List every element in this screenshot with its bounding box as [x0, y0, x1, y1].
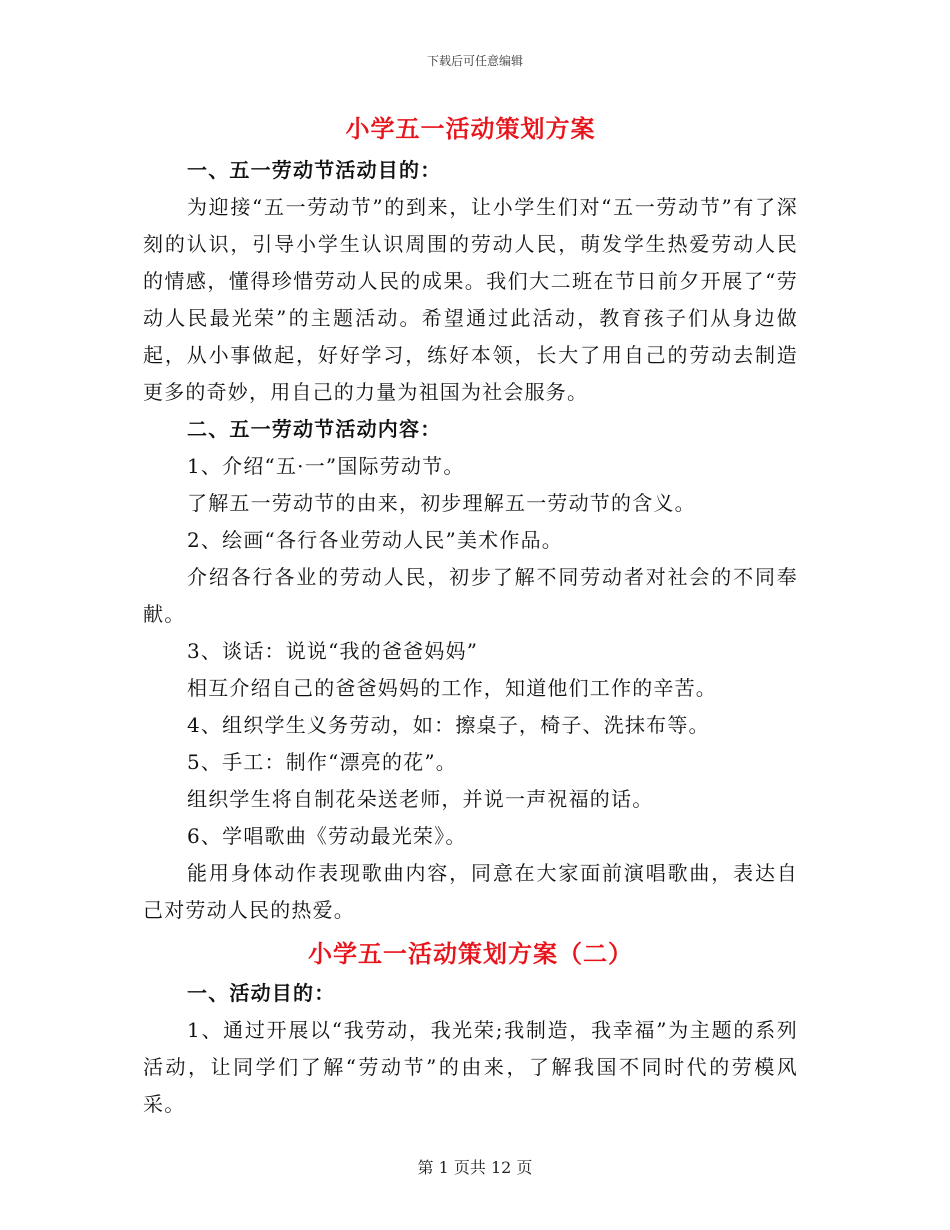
page-number: 第 1 页共 12 页 [417, 1158, 533, 1177]
list-item-desc: 相互介绍自己的爸爸妈妈的工作，知道他们工作的辛苦。 [187, 676, 717, 700]
list-item-desc: 组织学生将自制花朵送老师，并说一声祝福的话。 [187, 787, 654, 811]
document-subtitle: 小学五一活动策划方案（二） [308, 939, 633, 968]
document-body [143, 108, 798, 1123]
document-title: 小学五一活动策划方案 [345, 114, 596, 143]
list-item-title: 3、谈话：说说“我的爸爸妈妈” [187, 639, 479, 663]
section-heading-purpose-2: 一、活动目的： [187, 981, 336, 1005]
section-heading-purpose: 一、五一劳动节活动目的： [187, 158, 442, 182]
list-item-title: 1、介绍“五·一”国际劳动节。 [187, 454, 465, 478]
section-heading-content: 二、五一劳动节活动内容： [187, 417, 442, 441]
list-item-desc: 介绍各行各业的劳动人民，初步了解不同劳动者对社会的不同奉献。 [143, 565, 798, 626]
list-item-title: 1、通过开展以“我劳动，我光荣;我制造，我幸福”为主题的系列活动，让同学们了解“劳动节”的由来，了解我国不同时代的劳模风采。 [143, 1018, 798, 1116]
list-item-desc: 了解五一劳动节的由来，初步理解五一劳动节的含义。 [187, 491, 696, 515]
list-item-title: 5、手工：制作“漂亮的花”。 [187, 750, 457, 774]
list-item-title: 6、学唱歌曲《劳动最光荣》。 [187, 824, 467, 848]
list-item-title: 2、绘画“各行各业劳动人民”美术作品。 [187, 528, 563, 552]
list-item-desc: 能用身体动作表现歌曲内容，同意在大家面前演唱歌曲，表达自己对劳动人民的热爱。 [143, 861, 798, 922]
page-header-note: 下载后可任意编辑 [426, 54, 523, 68]
paragraph-purpose: 为迎接“五一劳动节”的到来，让小学生们对“五一劳动节”有了深刻的认识，引导小学生认识周围的劳动人民，萌发学生热爱劳动人民的情感，懂得珍惜劳动人民的成果。我们大二班在节日前夕开展了“劳动人民最光荣”的主题活动。希望通过此活动，教育孩子们从身边做起，从小事做起，好好学习，练好本领，长大了用自己的劳动去制造更多的奇妙，用自己的力量为祖国为社会服务。 [143, 195, 798, 404]
list-item-title: 4、组织学生义务劳动，如：擦桌子，椅子、洗抹布等。 [187, 713, 710, 737]
